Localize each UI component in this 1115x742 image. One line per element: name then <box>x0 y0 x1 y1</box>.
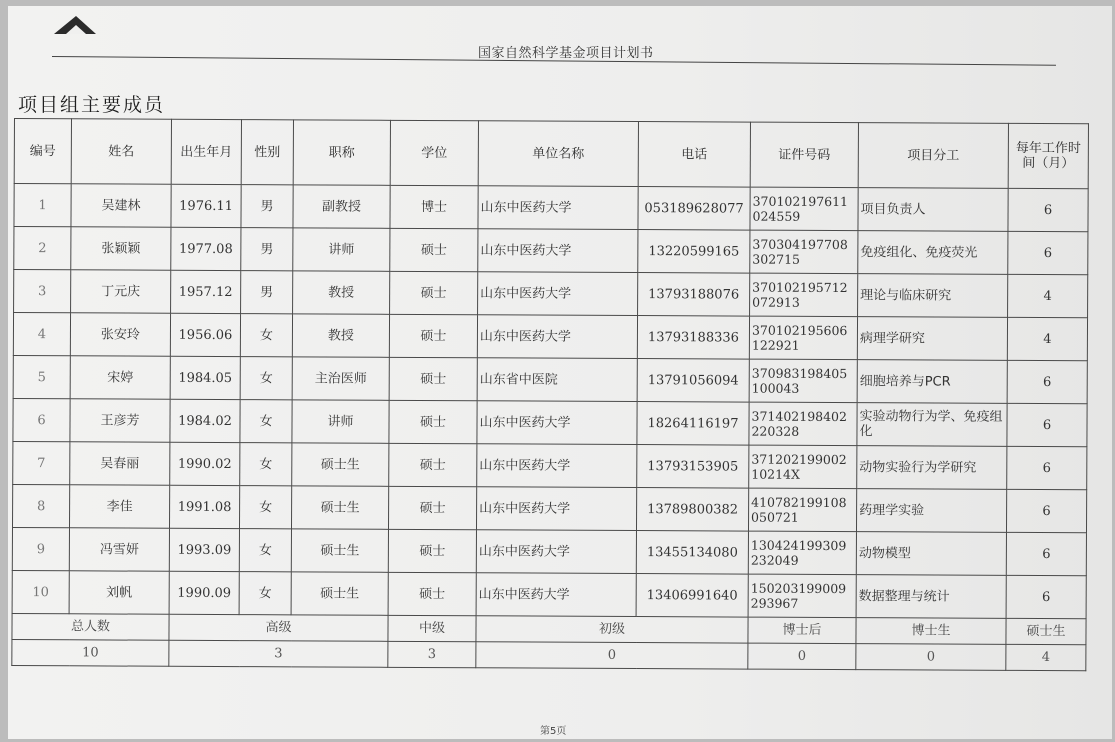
cell-gender: 女 <box>240 443 292 486</box>
cell-phone: 18264116197 <box>637 402 749 446</box>
cell-no: 10 <box>12 570 69 613</box>
summary-value: 0 <box>856 644 1006 671</box>
cell-phone: 13793188076 <box>638 273 750 317</box>
cell-months: 6 <box>1007 360 1087 403</box>
summary-value: 3 <box>388 641 476 667</box>
summary-value: 3 <box>169 640 388 667</box>
table-row <box>12 527 1086 575</box>
cell-name: 吴春丽 <box>70 442 170 485</box>
document-page <box>8 6 1112 739</box>
cell-unit: 山东中医药大学 <box>476 530 636 574</box>
cell-name: 张颖颖 <box>71 227 171 270</box>
cell-phone: 13455134080 <box>636 531 748 575</box>
cell-name: 李佳 <box>69 485 169 528</box>
cell-no: 7 <box>13 441 70 484</box>
cell-birth: 1956.06 <box>170 313 240 356</box>
summary-value: 0 <box>748 643 856 670</box>
page-number: 第5页 <box>540 726 567 737</box>
cell-duty: 项目负责人 <box>858 188 1008 232</box>
cell-birth: 1957.12 <box>171 270 241 313</box>
table-row <box>13 398 1087 446</box>
table-row <box>13 355 1087 403</box>
col-header: 学位 <box>390 120 478 185</box>
cell-gender: 女 <box>240 357 292 400</box>
cell-no: 1 <box>14 184 71 227</box>
table-header-row <box>14 119 1088 189</box>
col-header: 电话 <box>638 122 750 188</box>
cell-unit: 山东省中医院 <box>477 358 637 402</box>
cell-degree: 硕士 <box>389 357 477 400</box>
cell-name: 丁元庆 <box>71 270 171 313</box>
cell-no: 8 <box>12 484 69 527</box>
cell-unit: 山东中医药大学 <box>478 186 638 230</box>
table-row <box>14 270 1088 318</box>
header-title: 国家自然科学基金项目计划书 <box>478 46 654 61</box>
cell-id: 370102195712072913 <box>750 273 858 317</box>
summary-label: 中级 <box>388 615 476 641</box>
cell-gender: 女 <box>240 314 292 357</box>
summary-label: 博士生 <box>856 618 1006 645</box>
summary-label: 硕士生 <box>1006 618 1086 644</box>
cell-name: 吴建林 <box>71 184 171 227</box>
cell-title: 教授 <box>293 271 390 314</box>
cell-degree: 硕士 <box>388 486 476 529</box>
cell-degree: 硕士 <box>389 400 477 443</box>
cell-title: 副教授 <box>293 185 390 228</box>
nsfc-logo-icon <box>52 14 98 36</box>
cell-months: 6 <box>1008 188 1088 231</box>
cell-months: 6 <box>1007 403 1087 446</box>
col-header: 出生年月 <box>171 119 241 184</box>
cell-title: 主治医师 <box>292 357 389 400</box>
cell-duty: 病理学研究 <box>857 317 1007 361</box>
summary-label: 高级 <box>169 614 388 641</box>
col-header: 证件号码 <box>750 122 858 188</box>
cell-id: 371402198402220328 <box>749 402 857 446</box>
cell-duty: 理论与临床研究 <box>858 274 1008 318</box>
cell-duty: 数据整理与统计 <box>856 575 1006 619</box>
cell-degree: 硕士 <box>388 572 476 615</box>
cell-id: 370102195606122921 <box>749 316 857 360</box>
cell-gender: 女 <box>240 400 292 443</box>
summary-value: 10 <box>12 639 169 666</box>
col-header: 职称 <box>293 120 390 185</box>
cell-phone: 13793153905 <box>637 445 749 489</box>
summary-value: 0 <box>476 642 748 669</box>
cell-degree: 硕士 <box>390 228 478 271</box>
col-header: 单位名称 <box>478 121 638 187</box>
cell-birth: 1991.08 <box>169 485 239 528</box>
cell-unit: 山东中医药大学 <box>476 573 636 617</box>
cell-duty: 药理学实验 <box>856 489 1006 533</box>
cell-unit: 山东中医药大学 <box>478 229 638 273</box>
table-row <box>12 484 1086 532</box>
cell-unit: 山东中医药大学 <box>477 315 637 359</box>
cell-unit: 山东中医药大学 <box>476 487 636 531</box>
cell-degree: 硕士 <box>388 529 476 572</box>
cell-no: 4 <box>13 313 70 356</box>
cell-months: 6 <box>1006 532 1086 575</box>
cell-unit: 山东中医药大学 <box>477 444 637 488</box>
cell-duty: 动物模型 <box>856 532 1006 576</box>
cell-months: 6 <box>1006 575 1086 618</box>
cell-birth: 1984.02 <box>170 399 240 442</box>
cell-name: 冯雪妍 <box>69 528 169 571</box>
cell-months: 6 <box>1008 231 1088 274</box>
cell-duty: 动物实验行为学研究 <box>857 446 1007 490</box>
col-header: 性别 <box>241 120 293 185</box>
cell-phone: 13791056094 <box>637 359 749 403</box>
cell-no: 2 <box>14 227 71 270</box>
cell-duty: 细胞培养与PCR <box>857 360 1007 404</box>
cell-birth: 1990.02 <box>170 442 240 485</box>
summary-label: 博士后 <box>748 617 856 644</box>
col-header: 编号 <box>14 119 71 184</box>
cell-no: 5 <box>13 355 70 398</box>
cell-months: 6 <box>1006 489 1086 532</box>
summary-value: 4 <box>1006 644 1086 670</box>
cell-no: 9 <box>12 527 69 570</box>
cell-phone: 13793188336 <box>637 316 749 360</box>
cell-title: 教授 <box>292 314 389 357</box>
col-header: 项目分工 <box>858 123 1008 189</box>
cell-unit: 山东中医药大学 <box>477 401 637 445</box>
col-header: 每年工作时间（月） <box>1008 123 1088 188</box>
members-table <box>11 118 1089 671</box>
table-row <box>14 227 1088 275</box>
cell-id: 150203199009293967 <box>748 574 856 618</box>
cell-title: 硕士生 <box>291 572 388 615</box>
cell-degree: 硕士 <box>390 271 478 314</box>
cell-phone: 13789800382 <box>636 488 748 532</box>
cell-id: 410782199108050721 <box>748 488 856 532</box>
cell-name: 王彦芳 <box>70 399 170 442</box>
cell-birth: 1993.09 <box>169 528 239 571</box>
cell-degree: 硕士 <box>389 314 477 357</box>
table-row <box>14 184 1088 232</box>
col-header: 姓名 <box>71 119 171 184</box>
cell-gender: 女 <box>239 529 291 572</box>
cell-no: 6 <box>13 398 70 441</box>
summary-value-row <box>12 639 1086 670</box>
cell-name: 刘帆 <box>69 571 169 614</box>
cell-phone: 13220599165 <box>638 230 750 274</box>
cell-title: 硕士生 <box>291 486 388 529</box>
cell-gender: 女 <box>239 486 291 529</box>
cell-months: 4 <box>1008 274 1088 317</box>
cell-birth: 1977.08 <box>171 227 241 270</box>
cell-duty: 实验动物行为学、免疫组化 <box>857 403 1007 447</box>
cell-degree: 博士 <box>390 185 478 228</box>
cell-birth: 1976.11 <box>171 184 241 227</box>
cell-gender: 男 <box>241 185 293 228</box>
cell-birth: 1990.09 <box>169 571 239 614</box>
cell-id: 370102197611024559 <box>750 187 858 231</box>
cell-name: 张安玲 <box>70 313 170 356</box>
cell-no: 3 <box>14 270 71 313</box>
cell-title: 讲师 <box>293 228 390 271</box>
cell-phone: 13406991640 <box>636 574 748 618</box>
cell-months: 6 <box>1007 446 1087 489</box>
section-title: 项目组主要成员 <box>18 94 166 116</box>
cell-gender: 男 <box>241 271 293 314</box>
summary-label: 总人数 <box>12 613 169 640</box>
cell-title: 讲师 <box>292 400 389 443</box>
cell-title: 硕士生 <box>291 529 388 572</box>
cell-id: 370983198405100043 <box>749 359 857 403</box>
cell-birth: 1984.05 <box>170 356 240 399</box>
cell-unit: 山东中医药大学 <box>478 272 638 316</box>
cell-degree: 硕士 <box>389 443 477 486</box>
table-row <box>13 313 1087 361</box>
cell-name: 宋婷 <box>70 356 170 399</box>
cell-id: 37120219900210214X <box>749 445 857 489</box>
cell-id: 370304197708302715 <box>750 230 858 274</box>
cell-title: 硕士生 <box>292 443 389 486</box>
cell-id: 130424199309232049 <box>748 531 856 575</box>
table-row <box>13 441 1087 489</box>
cell-gender: 男 <box>241 228 293 271</box>
cell-phone: 053189628077 <box>638 187 750 231</box>
cell-duty: 免疫组化、免疫荧光 <box>858 231 1008 275</box>
table-row <box>12 570 1086 618</box>
summary-label: 初级 <box>476 616 748 643</box>
cell-months: 4 <box>1007 317 1087 360</box>
cell-gender: 女 <box>239 572 291 615</box>
